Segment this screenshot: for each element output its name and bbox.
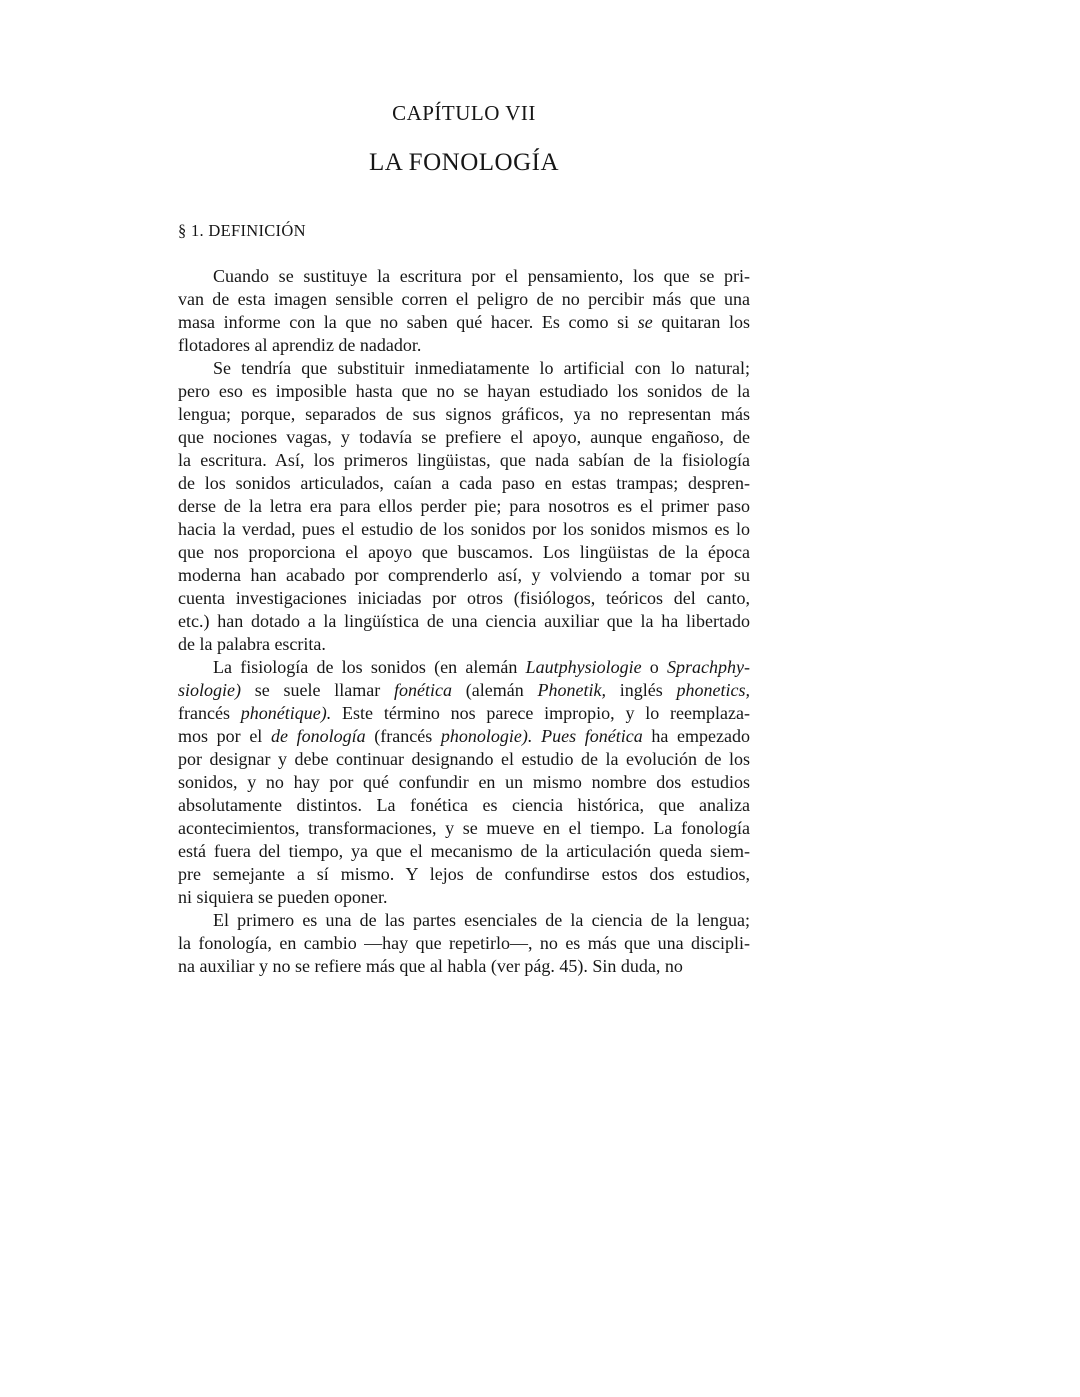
italic-text-run: Phonetik, <box>537 680 606 700</box>
text-run: francés <box>178 703 241 723</box>
italic-text-run: fonética <box>394 680 452 700</box>
text-run: la fonología, en cambio —hay que repetirlo—, no es más que una discipli- <box>178 933 750 953</box>
text-run: Este término nos parece impropio, y lo reemplaza- <box>331 703 750 723</box>
section-heading: § 1. DEFINICIÓN <box>178 221 306 240</box>
text-run: (alemán <box>452 680 538 700</box>
paragraph <box>178 909 750 978</box>
text-run: que nociones vagas, y todavía se prefiere el apoyo, aunque engañoso, de <box>178 427 750 447</box>
text-line <box>178 909 750 932</box>
text-run: moderna han acabado por comprenderlo así, y volviendo a tomar por su <box>178 565 750 585</box>
text-line <box>178 587 750 610</box>
italic-text-run: phonétique). <box>240 703 332 723</box>
text-run: flotadores al aprendiz de nadador. <box>178 335 422 355</box>
text-run: por designar y debe continuar designando el estudio de la evolución de los <box>178 749 750 769</box>
italic-text-run: Pues fonética <box>541 726 643 746</box>
text-line <box>178 426 750 449</box>
text-line <box>178 725 750 748</box>
text-line <box>178 380 750 403</box>
text-run: na auxiliar y no se refiere más que al habla (ver pág. 45). Sin duda, no <box>178 956 683 976</box>
text-run: Se tendría que substituir inmediatamente lo artificial con lo natural; <box>213 358 750 378</box>
text-run: derse de la letra era para ellos perder pie; para nosotros es el primer paso <box>178 496 750 516</box>
text-run: masa informe con la que no saben qué hacer. Es como si <box>178 312 638 332</box>
text-run: pre semejante a sí mismo. Y lejos de confundirse estos dos estudios, <box>178 864 750 884</box>
text-line <box>178 403 750 426</box>
body-text <box>178 265 750 978</box>
text-line <box>178 495 750 518</box>
paragraph <box>178 656 750 909</box>
text-line <box>178 656 750 679</box>
text-line <box>178 679 750 702</box>
text-run: hacia la verdad, pues el estudio de los sonidos por los sonidos mismos es lo <box>178 519 750 539</box>
text-line <box>178 564 750 587</box>
text-run: o <box>641 657 668 677</box>
text-line <box>178 311 750 334</box>
text-run: ni siquiera se pueden oponer. <box>178 887 388 907</box>
italic-text-run: phonologie). <box>440 726 533 746</box>
text-run: se suele llamar <box>241 680 395 700</box>
chapter-title: LA FONOLOGÍA <box>368 149 560 176</box>
text-run: que nos proporciona el apoyo que buscamos. Los lingüistas de la época <box>178 542 750 562</box>
text-line <box>178 702 750 725</box>
text-line <box>178 541 750 564</box>
italic-text-run: de fonología <box>270 726 366 746</box>
text-run <box>532 726 541 746</box>
text-line <box>178 955 750 978</box>
text-run: de la palabra escrita. <box>178 634 326 654</box>
text-line <box>178 886 750 909</box>
text-line <box>178 357 750 380</box>
italic-text-run: se <box>637 312 653 332</box>
text-line <box>178 863 750 886</box>
chapter-heading: CAPÍTULO VII <box>392 101 536 125</box>
italic-text-run: siologie) <box>178 680 241 700</box>
text-run: Cuando se sustituye la escritura por el pensamiento, los que se pri- <box>213 266 750 286</box>
text-line <box>178 840 750 863</box>
text-run: sonidos, y no hay por qué confundir en un mismo nombre dos estudios <box>178 772 750 792</box>
text-run: El primero es una de las partes esenciales de la ciencia de la lengua; <box>213 910 750 930</box>
paragraph <box>178 265 750 357</box>
text-run: está fuera del tiempo, ya que el mecanismo de la articulación queda siem- <box>178 841 750 861</box>
text-run: la escritura. Así, los primeros lingüistas, que nada sabían de la fisiología <box>178 450 750 470</box>
text-run: La fisiología de los sonidos (en alemán <box>213 657 526 677</box>
text-line <box>178 794 750 817</box>
text-line <box>178 472 750 495</box>
text-line <box>178 449 750 472</box>
text-line <box>178 771 750 794</box>
text-run: inglés <box>605 680 677 700</box>
text-line <box>178 288 750 311</box>
text-line <box>178 748 750 771</box>
italic-text-run: Sprachphy- <box>667 657 751 677</box>
text-run: mos por el <box>178 726 271 746</box>
text-run: quitaran los <box>652 312 750 332</box>
text-line <box>178 265 750 288</box>
text-column <box>178 0 750 978</box>
text-run: ha empezado <box>642 726 750 746</box>
text-run: etc.) han dotado a la lingüística de una ciencia auxiliar que la ha libertado <box>178 611 750 631</box>
text-run: de los sonidos articulados, caían a cada paso en estas trampas; despren- <box>178 473 750 493</box>
text-line <box>178 633 750 656</box>
text-line <box>178 334 750 357</box>
italic-text-run: phonetics, <box>676 680 751 700</box>
text-line <box>178 610 750 633</box>
paragraph <box>178 357 750 656</box>
text-run: van de esta imagen sensible corren el peligro de no percibir más que una <box>178 289 750 309</box>
text-run: lengua; porque, separados de sus signos gráficos, ya no representan más <box>178 404 750 424</box>
text-run: (francés <box>365 726 441 746</box>
text-run: cuenta investigaciones iniciadas por otros (fisiólogos, teóricos del canto, <box>178 588 750 608</box>
text-line <box>178 817 750 840</box>
text-line <box>178 518 750 541</box>
text-run: absolutamente distintos. La fonética es ciencia histórica, que analiza <box>178 795 750 815</box>
text-run: acontecimientos, transformaciones, y se mueve en el tiempo. La fonología <box>178 818 750 838</box>
text-run: pero eso es imposible hasta que no se hayan estudiado los sonidos de la <box>178 381 750 401</box>
text-line <box>178 932 750 955</box>
italic-text-run: Lautphysiologie <box>525 657 642 677</box>
